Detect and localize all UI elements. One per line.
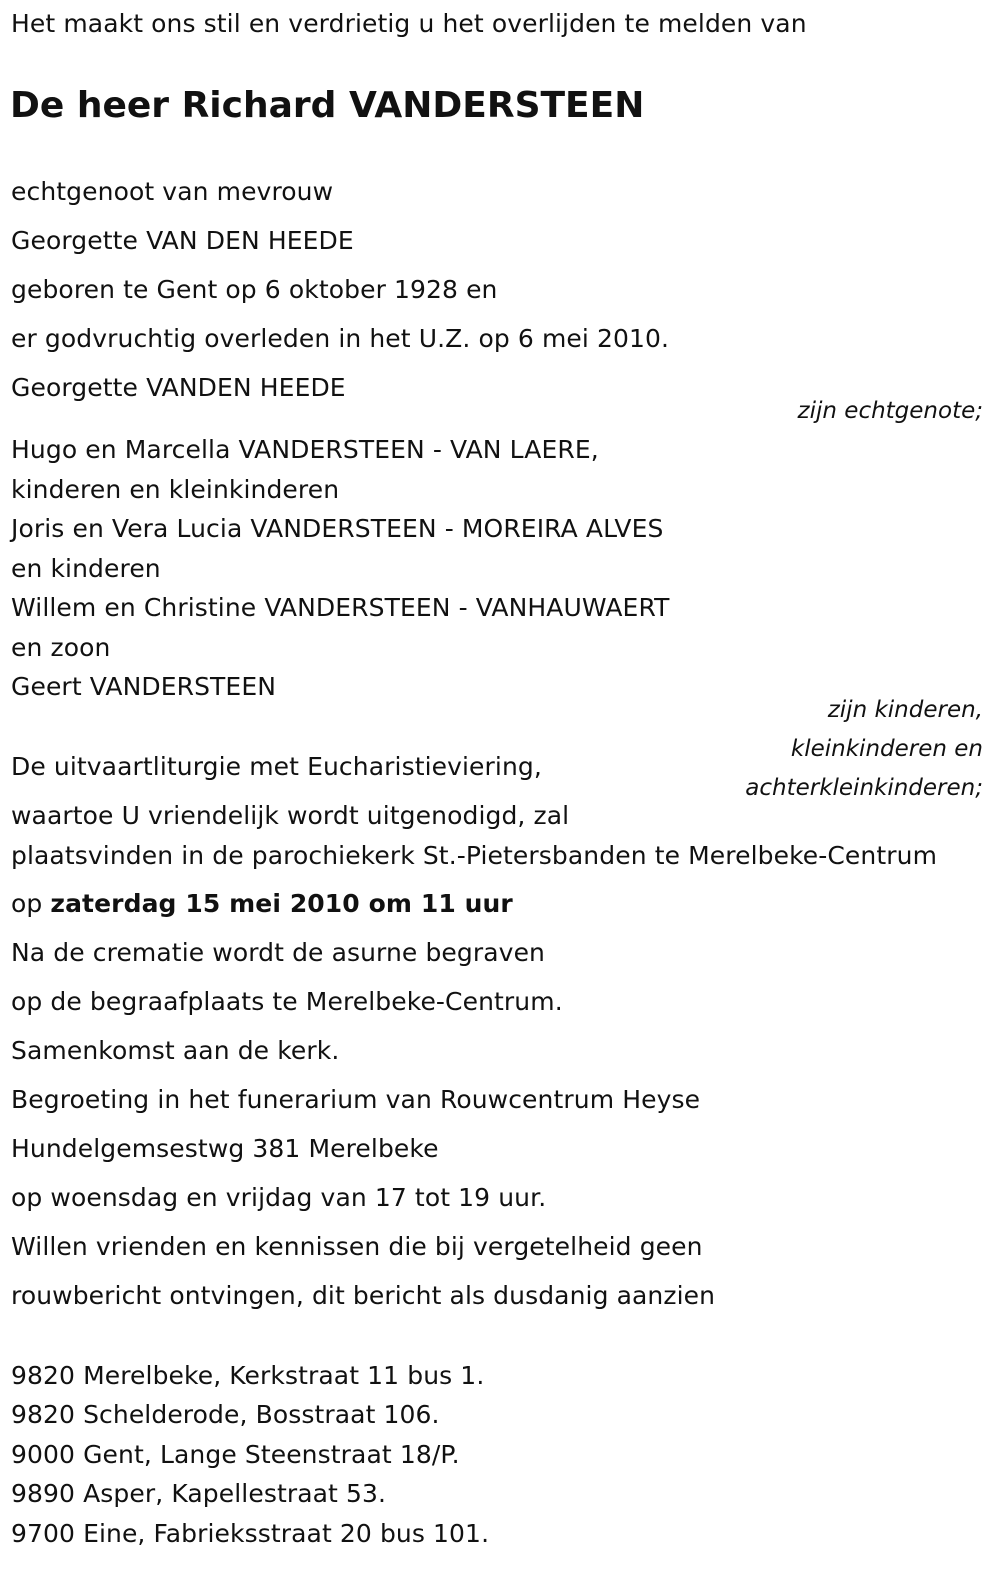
ceremony-after-line: op de begraafplaats te Merelbeke-Centrum. [11, 987, 563, 1016]
bio-line: geboren te Gent op 6 oktober 1928 en [11, 275, 498, 304]
children-line: en zoon [11, 633, 111, 662]
children-relation-line: kleinkinderen en [790, 736, 983, 762]
children-line: kinderen en kleinkinderen [11, 475, 340, 504]
children-line: Joris en Vera Lucia VANDERSTEEN - MOREIRA ALVES [11, 514, 664, 543]
bio-line: er godvruchtig overleden in het U.Z. op 6 mei 2010. [11, 324, 670, 353]
ceremony-line: De uitvaartliturgie met Eucharistieviering, [11, 752, 542, 781]
ceremony-line: plaatsvinden in de parochiekerk St.-Pietersbanden te Merelbeke-Centrum [11, 841, 938, 870]
ceremony-after-line: Samenkomst aan de kerk. [11, 1036, 340, 1065]
spouse-relation [798, 392, 983, 431]
ceremony-after-line: op woensdag en vrijdag van 17 tot 19 uur. [11, 1183, 547, 1212]
ceremony-after-line: Hundelgemsestwg 381 Merelbeke [11, 1134, 439, 1163]
address-line: 9820 Schelderode, Bosstraat 106. [11, 1400, 440, 1429]
children-relation [745, 691, 983, 808]
bio-line: echtgenoot van mevrouw [11, 177, 334, 206]
children-relation-line: achterkleinkinderen; [745, 775, 983, 801]
ceremony-line: waartoe U vriendelijk wordt uitgenodigd, zal [11, 801, 570, 830]
address-line: 9700 Eine, Fabrieksstraat 20 bus 101. [11, 1519, 490, 1548]
ceremony-after-line: Begroeting in het funerarium van Rouwcentrum Heyse [11, 1085, 701, 1114]
children-line: Willem en Christine VANDERSTEEN - VANHAUWAERT [11, 593, 670, 622]
children-line: en kinderen [11, 554, 161, 583]
children-line: Hugo en Marcella VANDERSTEEN - VAN LAERE, [11, 435, 599, 464]
deceased-name: De heer Richard VANDERSTEEN [10, 85, 645, 126]
ceremony-after-line: Na de crematie wordt de asurne begraven [11, 938, 546, 967]
children-line: Geert VANDERSTEEN [11, 672, 277, 701]
spouse-name: Georgette VANDEN HEEDE [11, 373, 346, 402]
ceremony-after-line: rouwbericht ontvingen, dit bericht als dusdanig aanzien [11, 1281, 716, 1310]
address-line: 9000 Gent, Lange Steenstraat 18/P. [11, 1440, 460, 1469]
address-line: 9820 Merelbeke, Kerkstraat 11 bus 1. [11, 1361, 485, 1390]
ceremony-date: zaterdag 15 mei 2010 om 11 uur [50, 889, 513, 918]
children-relation-line: zijn kinderen, [827, 697, 983, 723]
bio-line: Georgette VAN DEN HEEDE [11, 226, 354, 255]
address-line: 9890 Asper, Kapellestraat 53. [11, 1479, 387, 1508]
ceremony-date-line [11, 888, 513, 920]
ceremony-date-prefix: op [11, 889, 43, 918]
intro-text: Het maakt ons stil en verdrietig u het overlijden te melden van [11, 9, 807, 38]
ceremony-after-line: Willen vrienden en kennissen die bij vergetelheid geen [11, 1232, 703, 1261]
spouse-relation-text: zijn echtgenote; [797, 398, 983, 424]
